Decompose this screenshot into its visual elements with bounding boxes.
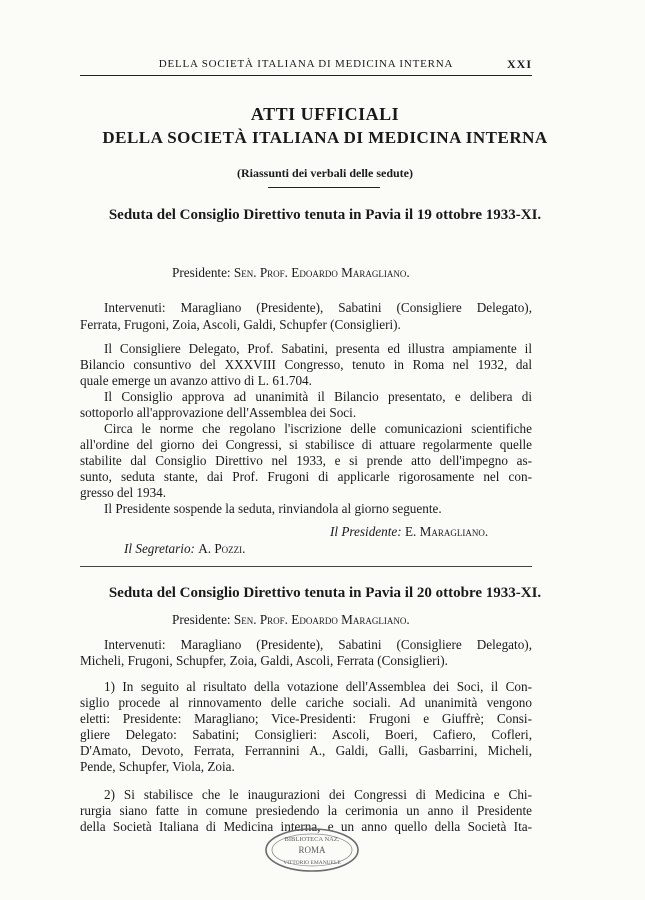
session1-body-line: sottoporlo all'approvazione dell'Assemblea dei Soci. xyxy=(80,405,357,420)
session1-body-line: Il Presidente sospende la seduta, rinviandola al giorno seguente. xyxy=(104,501,442,516)
title-rule xyxy=(268,187,380,188)
president-name: Sen. Prof. Edoardo Maragliano. xyxy=(233,612,410,627)
signature-president-name: E. Maragliano. xyxy=(404,524,489,539)
session1-body-line: Il Consiglio approva ad unanimità il Bilancio presentato, e delibera di xyxy=(104,389,532,404)
president-label: Presidente: xyxy=(172,612,231,627)
running-head-title: DELLA SOCIETÀ ITALIANA DI MEDICINA INTERNA xyxy=(158,58,454,70)
session2-president xyxy=(172,612,410,628)
session1-heading: Seduta del Consiglio Direttivo tenuta in Pavia il 19 ottobre 1933-XI. xyxy=(108,207,542,223)
stamp-line1: BIBLIOTECA NAZ. xyxy=(284,836,340,843)
session1-body-line: sunto, seduta stante, dai Prof. Frugoni di applicarle rigorosamente nel con- xyxy=(80,469,532,484)
item1-line: Pende, Schupfer, Viola, Zoia. xyxy=(80,759,235,774)
page-number: XXI xyxy=(506,57,532,71)
signature-president xyxy=(330,524,488,540)
main-title-line1: ATTI UFFICIALI xyxy=(250,104,400,124)
stamp-line3: VITTORIO EMANUELE xyxy=(283,860,341,866)
session1-body-line: Circa le norme che regolano l'iscrizione delle comunicazioni scientifiche xyxy=(104,421,532,436)
signature-secretary-name: A. Pozzi. xyxy=(198,541,246,556)
item1-line: eletti: Presidente: Maragliano; Vice-Presidenti: Frugoni e Giuffrè; Consi- xyxy=(80,711,532,726)
session1-intervenuti-line: Ferrata, Frugoni, Zoia, Ascoli, Galdi, Schupfer (Consiglieri). xyxy=(80,317,401,332)
item1-line: siglio procede al rinnovamento delle cariche sociali. Ad unanimità vengono xyxy=(80,695,532,710)
item1-line: gliere Delegato: Sabatini; Consiglieri: Ascoli, Boeri, Cafiero, Cofleri, xyxy=(80,727,532,742)
main-title-line2: DELLA SOCIETÀ ITALIANA DI MEDICINA INTERNA xyxy=(102,128,548,147)
session2-heading: Seduta del Consiglio Direttivo tenuta in Pavia il 20 ottobre 1933-XI. xyxy=(108,585,542,601)
signature-secretary xyxy=(124,541,245,557)
subtitle: (Riassunti dei verbali delle sedute) xyxy=(237,166,413,180)
signature-president-label: Il Presidente: xyxy=(330,524,402,539)
signature-secretary-label: Il Segretario: xyxy=(124,541,195,556)
item2-line: 2) Si stabilisce che le inaugurazioni dei Congressi di Medicina e Chi- xyxy=(104,787,532,802)
item1-line: 1) In seguito al risultato della votazione dell'Assemblea dei Soci, il Con- xyxy=(104,679,532,694)
running-head-rule xyxy=(80,75,532,76)
session1-body-line: gresso del 1934. xyxy=(80,485,167,500)
library-stamp xyxy=(262,826,362,874)
section-divider xyxy=(80,566,532,567)
session2-intervenuti-line: Intervenuti: Maragliano (Presidente), Sabatini (Consigliere Delegato), xyxy=(104,637,532,652)
running-head xyxy=(80,56,532,74)
session2-intervenuti-line: Micheli, Frugoni, Schupfer, Zoia, Galdi, Ascoli, Ferrata (Consiglieri). xyxy=(80,653,448,668)
session1-body-line: quale emerge un avanzo attivo di L. 61.704. xyxy=(80,373,312,388)
session1-body-line: Bilancio consuntivo del XXXVIII Congresso, tenuto in Roma nel 1932, dal xyxy=(80,357,532,372)
president-label: Presidente: xyxy=(172,265,231,280)
stamp-line2: ROMA xyxy=(298,845,326,855)
item2-line: rurgia siano fatte in comune presiedendo la cerimonia un anno il Presidente xyxy=(80,803,532,818)
item2-line: della Società Italiana di Medicina interna, e un anno quello della Società Ita- xyxy=(80,819,532,834)
session1-body-line: stabilite dal Consiglio Direttivo nel 1933, e si prende atto dell'impegno as- xyxy=(80,453,532,468)
session1-body-line: Il Consigliere Delegato, Prof. Sabatini, presenta ed illustra ampiamente il xyxy=(104,341,532,356)
president-name: Sen. Prof. Edoardo Maragliano. xyxy=(233,265,410,280)
session1-intervenuti-line: Intervenuti: Maragliano (Presidente), Sabatini (Consigliere Delegato), xyxy=(104,300,532,315)
item1-line: D'Amato, Devoto, Ferrata, Ferrannini A., Galdi, Galli, Gasbarrini, Micheli, xyxy=(80,743,532,758)
session1-president xyxy=(172,265,410,281)
session1-body-line: all'ordine del giorno dei Congressi, si stabilisce di attuare regolarmente quelle xyxy=(80,437,532,452)
